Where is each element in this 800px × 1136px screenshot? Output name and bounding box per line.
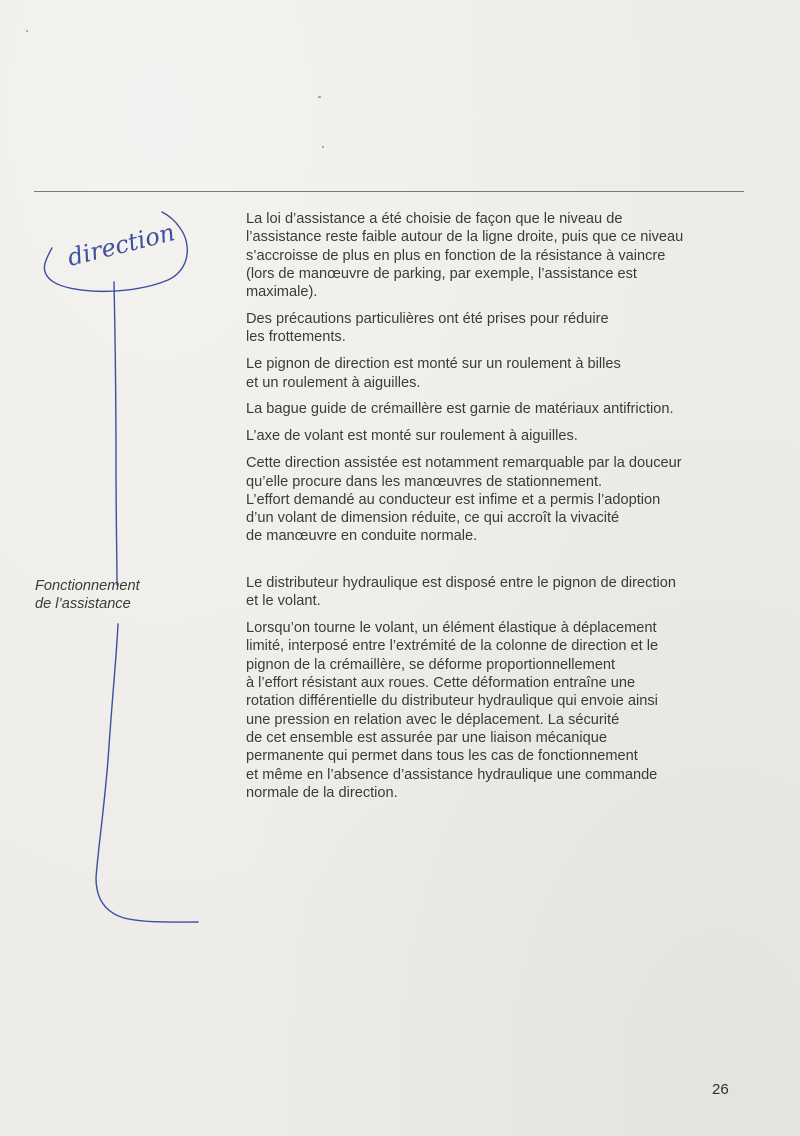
paragraph: Le pignon de direction est monté sur un roulement à billes et un roulement à aiguilles.	[246, 356, 621, 391]
paragraph: La loi d’assistance a été choisie de façon que le niveau de l’assistance reste faible autour de la ligne droite, puis que ce niveau s’accroisse de plus en plus en fonction de la résistance à vaincre (lors de manœuvre de parking, par exemple, l’assistance est maximale).	[246, 211, 684, 301]
section-bracket-drawing	[96, 624, 198, 922]
section-one-body	[246, 210, 746, 554]
section-heading: Fonctionnement de l’assistance	[35, 578, 140, 612]
paragraph: Cette direction assistée est notamment remarquable par la douceur qu’elle procure dans les manœuvres de stationnement. L’effort demandé au conducteur est infime et a permis l’adoption d’un volant de dimension réduite, ce qui accroît la vivacité de manœuvre en conduite normale.	[246, 455, 682, 545]
horizontal-rule	[34, 191, 744, 192]
paragraph: Des précautions particulières ont été prises pour réduire les frottements.	[246, 311, 609, 346]
section-two-body	[246, 574, 746, 811]
handwritten-direction-label: direction	[64, 218, 178, 272]
paragraph: Lorsqu’on tourne le volant, un élément élastique à déplacement limité, interposé entre l’extrémité de la colonne de direction et le pignon de la crémaillère, se déforme proportionnellement à l’effort résistant aux roues. Cette déformation entraîne une rotation différentielle du distributeur hydraulique qui envoie ainsi une pression en relation avec le déplacement. La sécurité de cet ensemble est assurée par une liaison mécanique permanente qui permet dans tous les cas de fonctionnement et même en l’absence d’assistance hydraulique une commande normale de la direction.	[246, 620, 659, 801]
paragraph: Le distributeur hydraulique est disposé entre le pignon de direction et le volant.	[246, 575, 676, 610]
paragraph: La bague guide de crémaillère est garnie de matériaux antifriction.	[246, 401, 674, 418]
paper-speck	[26, 30, 28, 32]
paragraph: L’axe de volant est monté sur roulement à aiguilles.	[246, 428, 578, 445]
paper-speck	[318, 96, 321, 98]
paper-speck	[322, 146, 324, 148]
page-number: 26	[712, 1081, 729, 1098]
direction-bracket-drawing	[44, 212, 187, 585]
